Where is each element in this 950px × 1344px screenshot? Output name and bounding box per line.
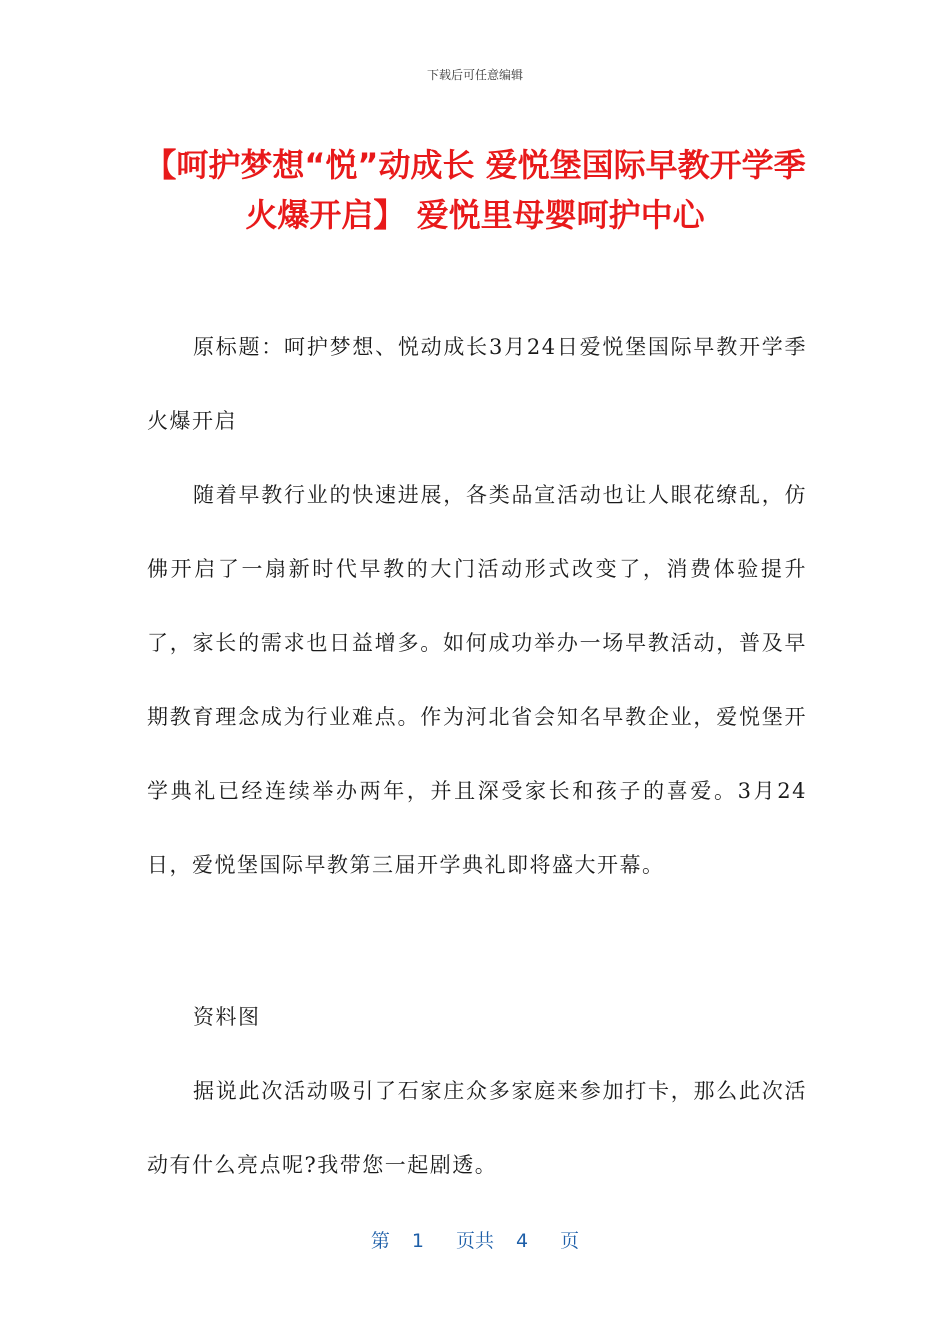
page-footer: [0, 1226, 950, 1253]
paragraph-intro: 随着早教行业的快速进展，各类品宣活动也让人眼花缭乱，仿佛开启了一扇新时代早教的大门活动形式改变了，消费体验提升了，家长的需求也日益增多。如何成功举办一场早教活动，普及早期教育理念成为行业难点。作为河北省会知名早教企业，爱悦堡开学典礼已经连续举办两年，并且深受家长和孩子的喜爱。3月24日，爱悦堡国际早教第三届开学典礼即将盛大开幕。: [147, 483, 807, 877]
footer-page-number: 1: [411, 1230, 424, 1252]
page-header: 下载后可任意编辑: [426, 68, 523, 82]
footer-total-pages: 4: [516, 1230, 529, 1252]
paragraph-image-caption: 资料图: [193, 1005, 261, 1029]
footer-ye: 页: [560, 1230, 580, 1252]
footer-ye-gong: 页共: [455, 1230, 494, 1252]
paragraph-highlights: 据说此次活动吸引了石家庄众多家庭来参加打卡，那么此次活动有什么亮点呢?我带您一起剧透。: [147, 1079, 807, 1177]
document-title: 【呵护梦想“悦”动成长 爱悦堡国际早教开学季火爆开启】 爱悦里母婴呵护中心: [144, 146, 806, 234]
paragraph-original-title: 原标题：呵护梦想、悦动成长3月24日爱悦堡国际早教开学季火爆开启: [147, 335, 807, 433]
footer-di: 第: [370, 1230, 390, 1252]
